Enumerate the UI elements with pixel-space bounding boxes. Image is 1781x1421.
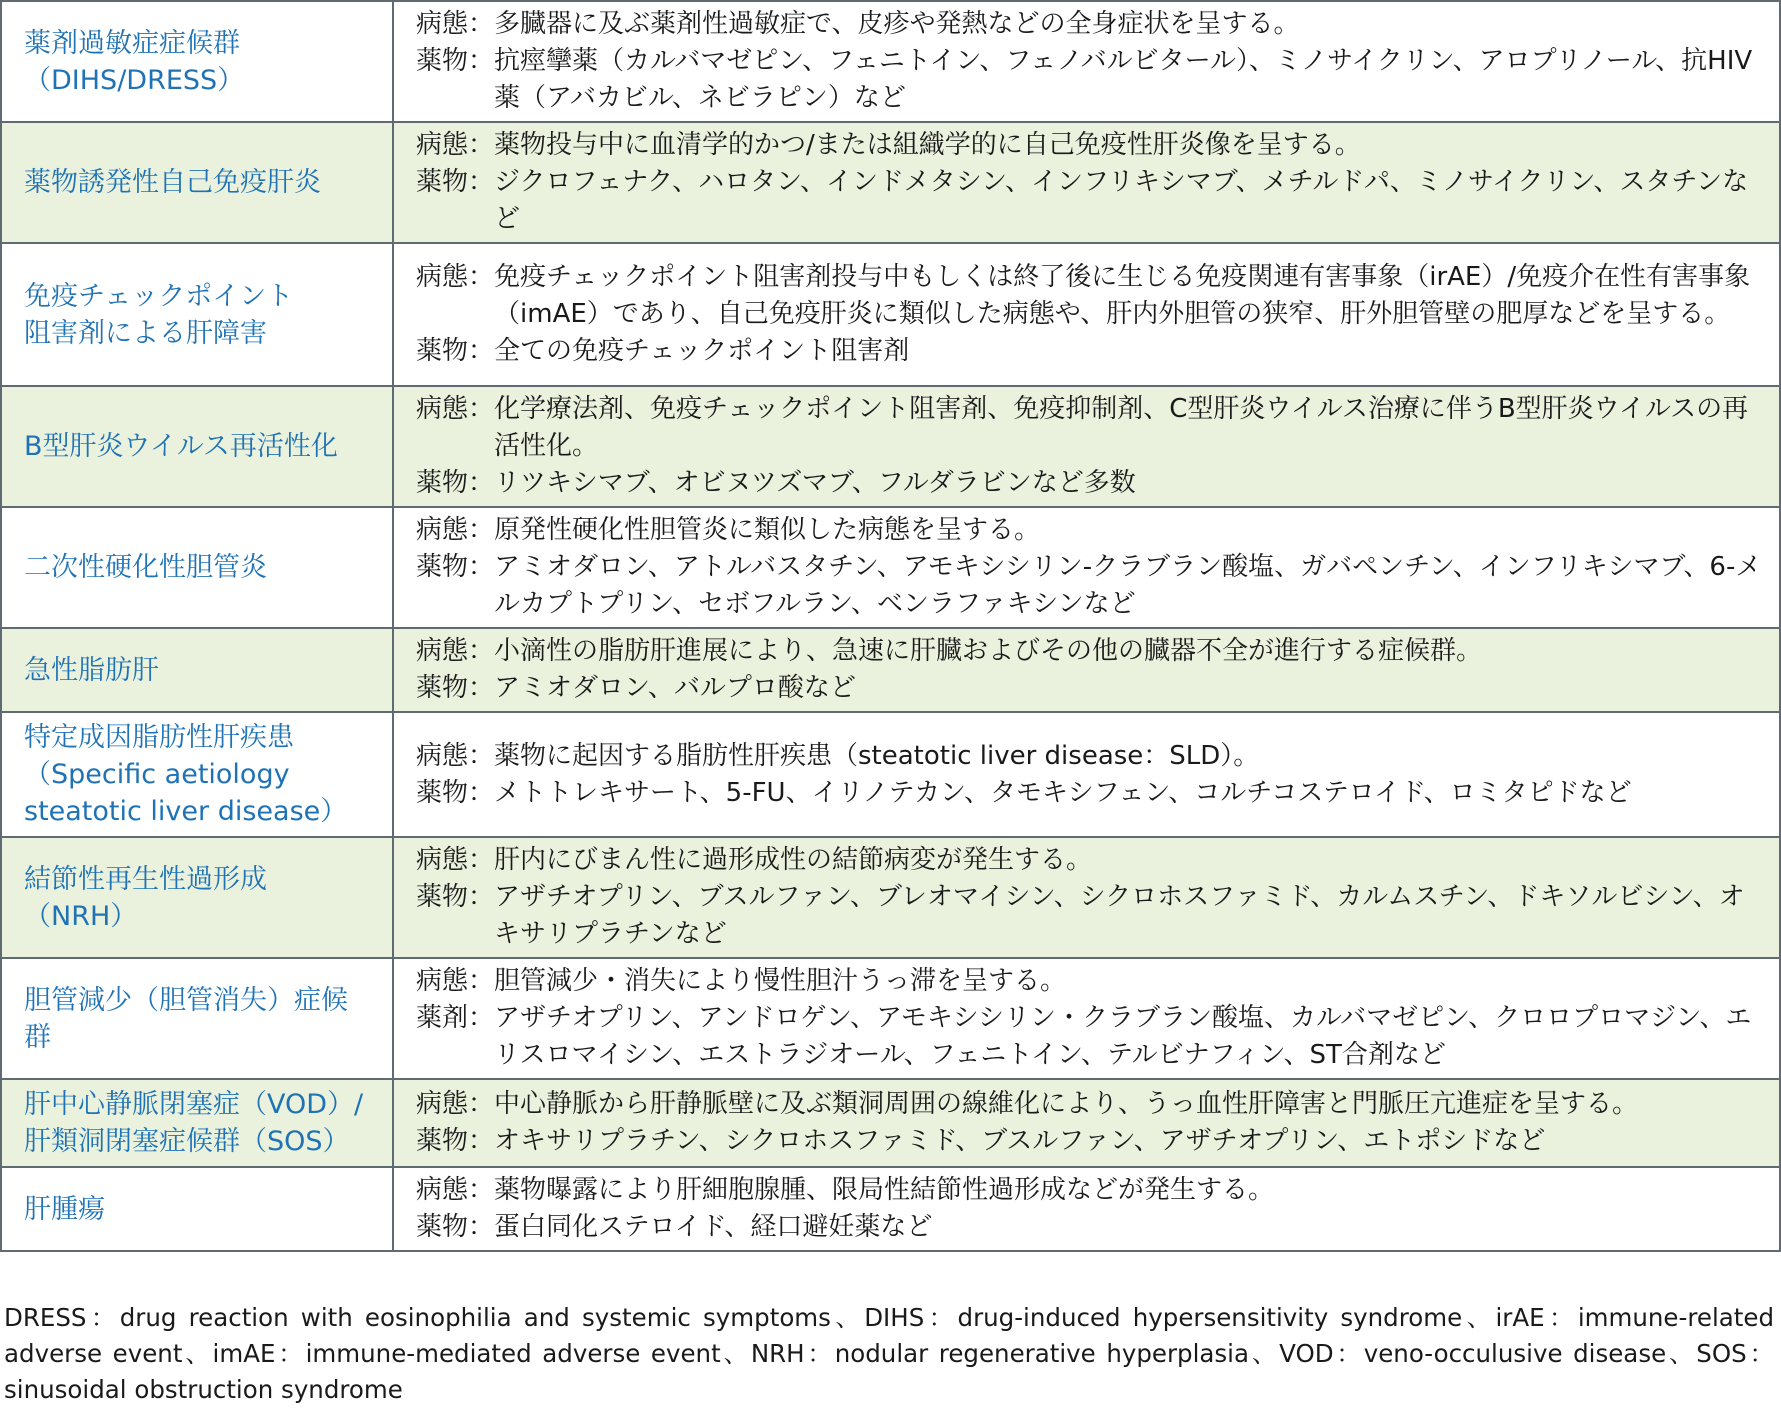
label-separator: ： [468,167,495,197]
description-line [416,333,1767,370]
line-text: 多臓器に及ぶ薬剤性過敏症で、皮疹や発熱などの全身症状を呈する。 [494,9,1300,39]
line-label: 薬物 [416,1126,469,1156]
line-label: 薬物 [416,673,469,703]
line-text: オキサリプラチン、シクロホスファミド、ブスルファン、アザチオプリン、エトポシドなど [494,1126,1546,1156]
line-label: 病態 [416,515,469,545]
line-text: 胆管減少・消失により慢性胆汁うっ滞を呈する。 [494,966,1067,996]
line-text: 小滴性の脂肪肝進展により、急速に肝臓およびその他の臓器不全が進行する症候群。 [494,636,1483,666]
line-text: 抗痙攣薬（カルバマゼピン、フェニトイン、フェノバルビタール）、ミノサイクリン、アロプリノール、抗HIV薬（アバカビル、ネビラピン）など [494,46,1753,113]
label-separator: ： [468,468,495,498]
description-line [416,963,1767,1000]
description-line [416,879,1767,953]
footnote-abbreviations: DRESS：drug reaction with eosinophilia and systemic symptoms、DIHS：drug-induced hypersensitivity syndrome、irAE：immune-related adverse event、imAE：immune-mediated adverse event、NRH：nodular regenerative hyperplasia、VOD：veno-occulusive disease、SOS：sinusoidal obstruction syndrome [4,1303,1774,1404]
description-line [416,1123,1767,1160]
label-separator: ： [468,845,495,875]
line-label: 病態 [416,130,469,160]
line-text: アザチオプリン、ブスルファン、ブレオマイシン、シクロホスファミド、カルムスチン、ドキソルビシン、オキサリプラチンなど [494,882,1745,949]
label-separator: ： [468,515,495,545]
condition-name: 特定成因脂肪性肝疾患 （Specific aetiology steatotic liver disease） [24,722,348,827]
condition-name-cell [1,712,393,837]
description-cell [393,1,1780,122]
line-label: 薬物 [416,1212,469,1242]
label-separator: ： [468,336,495,366]
condition-name-cell [1,628,393,712]
table-row [1,1,1780,122]
table-row [1,1167,1780,1251]
description-line [416,164,1767,238]
description-line [416,43,1767,117]
label-separator: ： [468,636,495,666]
label-separator: ： [468,9,495,39]
line-text: アミオダロン、バルプロ酸など [494,673,856,703]
condition-name: 薬剤過敏症症候群 （DIHS/DRESS） [24,27,245,96]
description-line [416,512,1767,549]
label-separator: ： [468,1089,495,1119]
line-label: 病態 [416,394,469,424]
table-row [1,958,1780,1079]
line-text: ジクロフェナク、ハロタン、インドメタシン、インフリキシマブ、メチルドパ、ミノサイクリン、スタチンなど [494,167,1749,234]
table-row [1,628,1780,712]
line-text: 薬物投与中に血清学的かつ/または組織学的に自己免疫性肝炎像を呈する。 [494,130,1361,160]
description-cell [393,1079,1780,1167]
line-label: 薬物 [416,552,469,582]
table-row [1,837,1780,958]
line-label: 薬物 [416,882,469,912]
description-line [416,1000,1767,1074]
description-line [416,1086,1767,1123]
condition-name: 結節性再生性過形成 （NRH） [24,863,267,932]
label-separator: ： [468,777,495,808]
line-label: 病態 [416,1175,469,1205]
label-separator: ： [468,1126,495,1156]
label-separator: ： [468,1175,495,1205]
description-cell [393,837,1780,958]
label-separator: ： [468,394,495,424]
line-text: 原発性硬化性胆管炎に類似した病態を呈する。 [494,515,1041,545]
label-separator: ： [468,552,495,582]
line-label: 病態 [416,636,469,666]
description-line [416,633,1767,670]
line-text: アミオダロン、アトルバスタチン、アモキシシリン-クラブラン酸塩、ガバペンチン、インフリキシマブ、6-メルカプトプリン、セボフルラン、ベンラファキシンなど [494,552,1762,619]
line-text: 免疫チェックポイント阻害剤投与中もしくは終了後に生じる免疫関連有害事象（irAE）/免疫介在性有害事象（imAE）であり、自己免疫肝炎に類似した病態や、肝内外胆管の狭窄、肝外胆管壁の肥厚などを呈する。 [494,262,1751,329]
condition-name-cell [1,243,393,386]
description-line [416,775,1767,812]
condition-name: 肝腫瘍 [24,1193,105,1225]
table-body [1,1,1780,1251]
description-line [416,391,1767,465]
condition-name: 免疫チェックポイント 阻害剤による肝障害 [24,280,294,349]
table-row [1,122,1780,243]
condition-name-cell [1,1079,393,1167]
condition-name-cell [1,1167,393,1251]
description-line [416,738,1767,775]
table-row [1,243,1780,386]
condition-name: B型肝炎ウイルス再活性化 [24,431,338,462]
line-label: 薬物 [416,777,469,808]
line-text: 薬物曝露により肝細胞腺腫、限局性結節性過形成などが発生する。 [494,1175,1275,1205]
line-text: 全ての免疫チェックポイント阻害剤 [494,336,910,366]
label-separator: ： [468,740,495,771]
description-cell [393,712,1780,837]
line-text: 化学療法剤、免疫チェックポイント阻害剤、免疫抑制剤、C型肝炎ウイルス治療に伴うB型肝炎ウイルスの再活性化。 [494,394,1749,461]
description-line [416,127,1767,164]
line-label: 薬物 [416,46,469,76]
label-separator: ： [468,1003,495,1033]
description-cell [393,122,1780,243]
label-separator: ： [468,966,495,996]
condition-name: 二次性硬化性胆管炎 [24,552,267,583]
description-cell [393,507,1780,628]
line-label: 病態 [416,1089,469,1119]
description-cell [393,958,1780,1079]
description-cell [393,1167,1780,1251]
line-label: 病態 [416,845,469,875]
line-label: 病態 [416,966,469,996]
description-line [416,549,1767,623]
line-text: リツキシマブ、オビヌツズマブ、フルダラビンなど多数 [494,468,1136,498]
line-text: 肝内にびまん性に過形成性の結節病変が発生する。 [494,845,1093,875]
condition-name-cell [1,507,393,628]
description-line [416,842,1767,879]
label-separator: ： [468,130,495,160]
condition-name-cell [1,386,393,507]
line-text: メトトレキサート、5-FU、イリノテカン、タモキシフェン、コルチコステロイド、ロミタピドなど [494,777,1632,808]
line-label: 薬剤 [416,1003,469,1033]
table-row [1,386,1780,507]
description-cell [393,243,1780,386]
description-line [416,1172,1767,1209]
label-separator: ： [468,1212,495,1242]
condition-name-cell [1,122,393,243]
description-line [416,6,1767,43]
description-cell [393,386,1780,507]
label-separator: ： [468,262,495,292]
description-line [416,465,1767,502]
condition-name: 薬物誘発性自己免疫肝炎 [24,167,321,198]
description-line [416,259,1767,333]
table-row [1,1079,1780,1167]
label-separator: ： [468,673,495,703]
condition-name: 胆管減少（胆管消失）症候群 [24,984,348,1053]
line-text: 蛋白同化ステロイド、経口避妊薬など [494,1212,933,1242]
condition-name-cell [1,1,393,122]
line-label: 薬物 [416,336,469,366]
line-label: 薬物 [416,167,469,197]
line-text: 中心静脈から肝静脈壁に及ぶ類洞周囲の線維化により、うっ血性肝障害と門脈圧亢進症を呈する。 [494,1089,1639,1119]
description-line [416,670,1767,707]
line-text: 薬物に起因する脂肪性肝疾患（steatotic liver disease：SLD）。 [494,740,1260,771]
line-label: 薬物 [416,468,469,498]
line-label: 病態 [416,262,469,292]
condition-name-cell [1,958,393,1079]
label-separator: ： [468,882,495,912]
description-line [416,1209,1767,1246]
label-separator: ： [468,46,495,76]
table-row [1,507,1780,628]
line-text: アザチオプリン、アンドロゲン、アモキシシリン・クラブラン酸塩、カルバマゼピン、クロロプロマジン、エリスロマイシン、エストラジオール、フェニトイン、テルビナフィン、ST合剤など [494,1003,1752,1070]
condition-name: 肝中心静脈閉塞症（VOD）/ 肝類洞閉塞症候群（SOS） [24,1089,364,1157]
table-row [1,712,1780,837]
description-cell [393,628,1780,712]
condition-name-cell [1,837,393,958]
condition-name: 急性脂肪肝 [24,654,159,686]
line-label: 病態 [416,740,469,771]
line-label: 病態 [416,9,469,39]
